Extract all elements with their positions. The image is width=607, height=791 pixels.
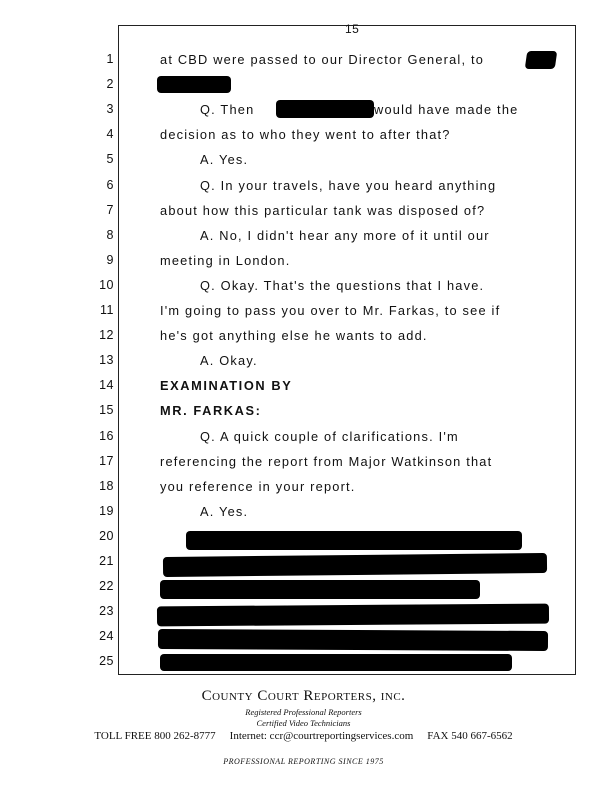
redaction-bar xyxy=(186,531,522,550)
line-text-continued: would have made the xyxy=(374,102,519,118)
line-number: 3 xyxy=(106,102,114,117)
toll-free: TOLL FREE 800 262-8777 xyxy=(94,730,216,742)
company-name: County Court Reporters, inc. xyxy=(201,688,406,704)
line-text: Q. Okay. That's the questions that I have. xyxy=(200,277,485,293)
internet-contact[interactable]: Internet: ccr@courtreportingservices.com xyxy=(229,730,414,742)
line-text: EXAMINATION BY xyxy=(160,378,293,394)
line-text: decision as to who they went to after that? xyxy=(160,127,451,143)
redaction-bar xyxy=(525,51,558,69)
page-number: 15 xyxy=(345,22,360,36)
line-number: 8 xyxy=(106,227,114,242)
transcript-line xyxy=(0,378,607,400)
transcript-line xyxy=(0,178,607,200)
line-number: 4 xyxy=(106,127,114,142)
redaction-bar xyxy=(160,580,480,599)
redaction-bar xyxy=(158,629,548,651)
line-number: 11 xyxy=(100,303,114,317)
line-text: about how this particular tank was disposed of? xyxy=(160,202,486,218)
line-text: he's got anything else he wants to add. xyxy=(160,328,428,344)
transcript-line xyxy=(0,203,607,225)
transcript-line xyxy=(0,504,607,526)
redaction-bar xyxy=(157,76,231,93)
line-text: MR. FARKAS: xyxy=(160,403,262,419)
line-number: 9 xyxy=(106,252,114,267)
transcript-line xyxy=(0,228,607,250)
redaction-bar xyxy=(276,100,374,118)
line-number: 18 xyxy=(99,478,114,493)
line-text: A. No, I didn't hear any more of it until our xyxy=(200,227,490,243)
line-number: 19 xyxy=(99,503,114,518)
line-number: 15 xyxy=(99,403,114,418)
transcript-line xyxy=(0,479,607,501)
transcript-line xyxy=(0,454,607,476)
tagline-video: Certified Video Technicians xyxy=(256,718,351,728)
line-text: referencing the report from Major Watkinson that xyxy=(160,453,493,469)
redaction-bar xyxy=(163,553,547,577)
transcript-line xyxy=(0,403,607,425)
line-number: 23 xyxy=(99,604,114,619)
line-number: 24 xyxy=(99,629,114,644)
line-text: you reference in your report. xyxy=(160,478,356,494)
tagline-reporters: Registered Professional Reporters xyxy=(245,707,362,717)
transcript-line xyxy=(0,278,607,300)
line-number: 7 xyxy=(106,202,114,217)
line-number: 1 xyxy=(106,52,114,66)
transcript-line xyxy=(0,52,607,74)
fax-number: FAX 540 667-6562 xyxy=(427,730,513,742)
line-text: Q. Then xyxy=(200,102,255,118)
line-number: 13 xyxy=(99,353,114,368)
transcript-line xyxy=(0,127,607,149)
line-number: 10 xyxy=(99,277,114,292)
line-number: 14 xyxy=(99,378,114,393)
line-number: 12 xyxy=(99,328,114,343)
line-number: 22 xyxy=(99,579,114,594)
line-number: 16 xyxy=(99,428,114,443)
transcript-line xyxy=(0,253,607,275)
transcript-line xyxy=(0,429,607,451)
line-text: A. Yes. xyxy=(200,152,249,168)
line-text: A. Yes. xyxy=(200,503,249,519)
line-number: 17 xyxy=(99,453,114,468)
line-number: 20 xyxy=(99,528,114,543)
transcript-line xyxy=(0,152,607,174)
redaction-bar xyxy=(157,604,549,627)
line-number: 6 xyxy=(106,177,114,192)
contact-line xyxy=(0,730,607,742)
transcript-line xyxy=(0,328,607,350)
since-line: PROFESSIONAL REPORTING SINCE 1975 xyxy=(223,757,384,766)
line-text: at CBD were passed to our Director General, to xyxy=(160,52,485,67)
line-text: Q. In your travels, have you heard anything xyxy=(200,177,497,193)
line-text: A. Okay. xyxy=(200,353,258,369)
line-number: 2 xyxy=(106,77,114,92)
line-number: 21 xyxy=(99,554,114,568)
line-text: Q. A quick couple of clarifications. I'm xyxy=(200,428,459,444)
line-number: 5 xyxy=(106,152,114,167)
transcript-line xyxy=(0,77,607,99)
redaction-bar xyxy=(160,654,512,671)
transcript-line xyxy=(0,303,607,325)
line-number: 25 xyxy=(99,654,114,669)
line-text: I'm going to pass you over to Mr. Farkas, to see if xyxy=(160,303,501,318)
line-text: meeting in London. xyxy=(160,252,291,268)
transcript-line xyxy=(0,353,607,375)
